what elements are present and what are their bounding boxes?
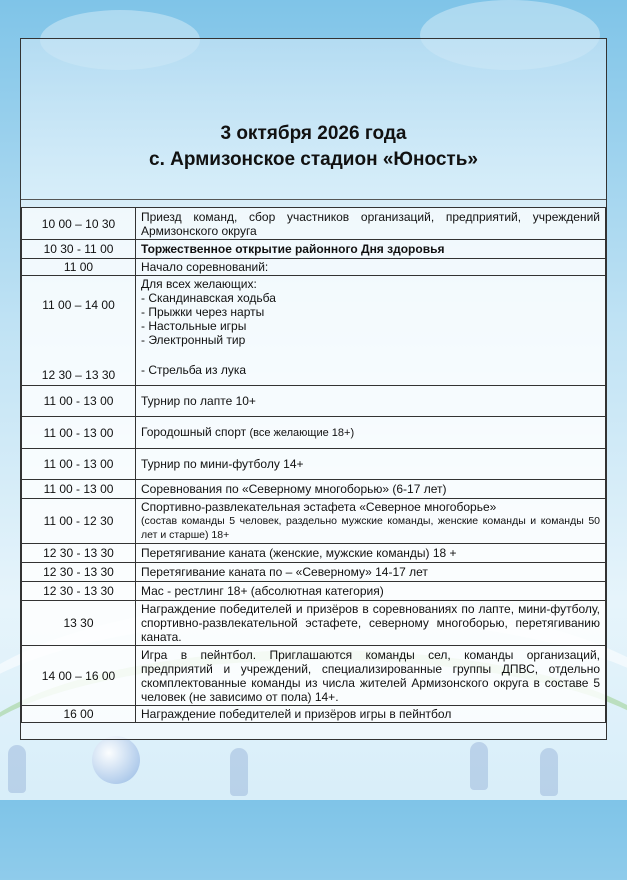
- header-banner: [21, 39, 606, 200]
- table-row: [22, 544, 606, 563]
- athlete-silhouette-icon: [230, 748, 248, 796]
- event-date: 3 октября 2026 года: [220, 123, 407, 144]
- description-cell: Приезд команд, сбор участников организаций, предприятий, учреждений Армизонского округа: [136, 208, 606, 240]
- description-cell: Начало соревнований:: [136, 259, 606, 276]
- list-item: - Скандинавская ходьба: [141, 291, 276, 305]
- table-row: [22, 706, 606, 723]
- time-cell: 16 00: [22, 706, 136, 723]
- description-cell: Торжественное открытие районного Дня здоровья: [136, 240, 606, 259]
- time-cell: 10 30 - 11 00: [22, 240, 136, 259]
- description-cell: [136, 417, 606, 449]
- time-range: 11 00 – 14 00: [42, 298, 115, 312]
- time-cell: 12 30 - 13 30: [22, 582, 136, 601]
- description-cell: [136, 276, 606, 386]
- description-cell: Перетягивание каната (женские, мужские команды) 18 +: [136, 544, 606, 563]
- list-intro: Для всех желающих:: [141, 277, 257, 291]
- schedule-sheet: [20, 38, 607, 740]
- table-row: [22, 582, 606, 601]
- description-cell: [136, 646, 606, 706]
- schedule-table: [21, 207, 606, 723]
- table-row: [22, 499, 606, 544]
- time-cell: [22, 276, 136, 386]
- time-cell: 11 00 - 12 30: [22, 499, 136, 544]
- description-cell: Турнир по лапте 10+: [136, 386, 606, 417]
- time-cell: 11 00 - 13 00: [22, 449, 136, 480]
- table-row: [22, 417, 606, 449]
- list-item: - Стрельба из лука: [141, 363, 247, 377]
- activity-name: Игра в пейнтбол. Приглашаются команды сел, команды организаций, предприятий и учреждений, специализированные группы ДПВС, отдельно скомплектованные команды из числа жителей Армизонского округа в составе 5: [141, 647, 600, 690]
- spacer: [141, 347, 600, 363]
- time-cell: 10 00 – 10 30: [22, 208, 136, 240]
- table-row: [22, 240, 606, 259]
- activity-name: Спортивно-развлекательная эстафета «Северное многоборье»: [141, 500, 497, 514]
- description-cell: Перетягивание каната по – «Северному» 14-17 лет: [136, 563, 606, 582]
- time-cell: 11 00 - 13 00: [22, 417, 136, 449]
- description-cell: Соревнования по «Северному многоборью» (6-17 лет): [136, 480, 606, 499]
- event-place: с. Армизонское стадион «Юность»: [149, 149, 478, 170]
- list-item: - Настольные игры: [141, 319, 247, 333]
- description-cell: Награждение победителей и призёров игры в пейнтбол: [136, 706, 606, 723]
- time-cell: 13 30: [22, 601, 136, 646]
- athlete-silhouette-icon: [8, 745, 26, 793]
- activity-note: человек (не зависимо от пола) 14+.: [141, 689, 339, 704]
- table-row: [22, 386, 606, 417]
- list-item: - Электронный тир: [141, 333, 246, 347]
- time-cell: 12 30 - 13 30: [22, 544, 136, 563]
- time-cell: 11 00: [22, 259, 136, 276]
- athlete-silhouette-icon: [470, 742, 488, 790]
- athlete-silhouette-icon: [540, 748, 558, 796]
- description-cell: [136, 499, 606, 544]
- activity-name: Городошный спорт: [141, 425, 247, 439]
- description-cell: Награждение победителей и призёров в соревнованиях по лапте, мини-футболу, спортивно-развлекательной эстафете, северному многоборью, перетягиванию каната.: [136, 601, 606, 646]
- table-row: [22, 276, 606, 386]
- table-row: [22, 480, 606, 499]
- table-row: [22, 646, 606, 706]
- table-row: [22, 563, 606, 582]
- activity-note: (все желающие 18+): [249, 427, 355, 439]
- description-cell: Турнир по мини-футболу 14+: [136, 449, 606, 480]
- list-item: - Прыжки через нарты: [141, 305, 265, 319]
- activity-note: (состав команды 5 человек, раздельно мужские команды, женские команды и команды 50 лет и старше) 18+: [141, 515, 600, 541]
- table-row: [22, 449, 606, 480]
- time-cell: 14 00 – 16 00: [22, 646, 136, 706]
- time-cell: 12 30 - 13 30: [22, 563, 136, 582]
- table-row: [22, 208, 606, 240]
- time-cell: 11 00 - 13 00: [22, 386, 136, 417]
- time-range: 12 30 – 13 30: [41, 368, 116, 382]
- table-row: [22, 259, 606, 276]
- description-cell: Мас - рестлинг 18+ (абсолютная категория): [136, 582, 606, 601]
- ball-icon: [92, 736, 140, 784]
- table-row: [22, 601, 606, 646]
- time-cell: 11 00 - 13 00: [22, 480, 136, 499]
